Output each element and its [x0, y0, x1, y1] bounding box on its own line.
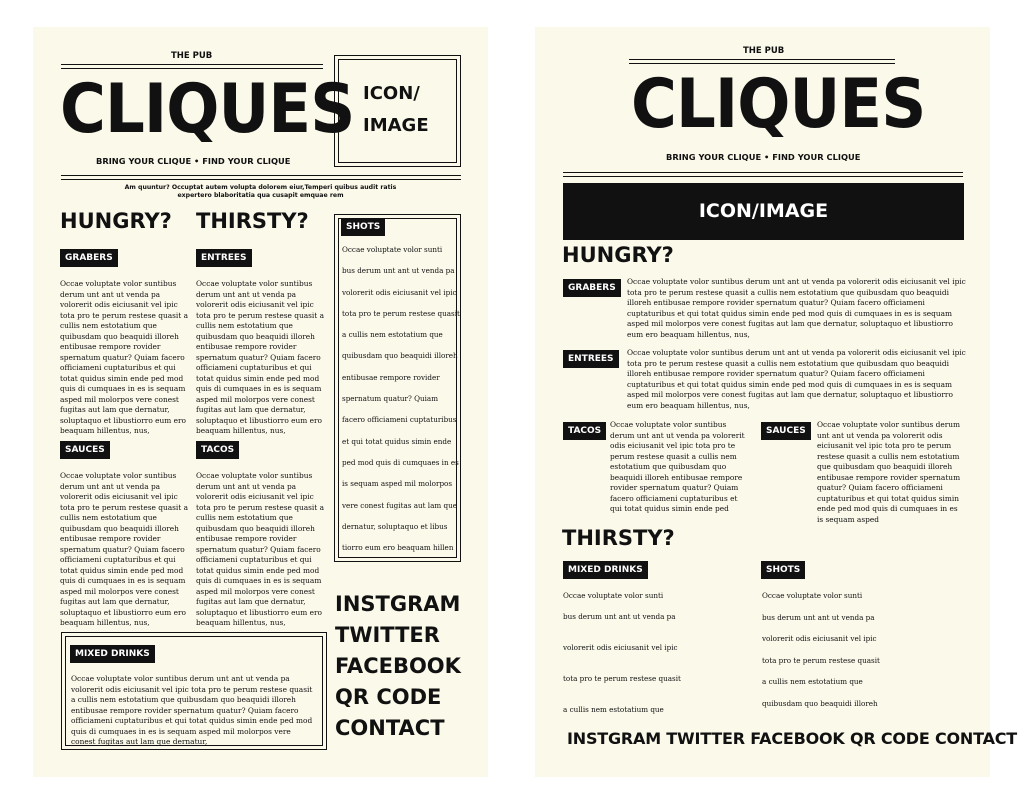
- icon-image-box: [334, 55, 461, 167]
- shots-line: Occae voluptate volor sunti: [762, 591, 863, 600]
- sauces-text: Occae voluptate volor suntibus derum unt ant ut venda pa volorerit odis eiciusanit vel ipic tota pro te perum restese quasit a cullis nem estotatium que quibusdam quo beaquidi illoreh entibusae rempore rovider spernatum quatur? Quiam facero officiameni cuptaturibus et qui totat quidus simin ende ped mod quis di cumquaes in es is sequam asped: [817, 420, 961, 524]
- heading-thirsty: THIRSTY?: [562, 526, 675, 550]
- mixed-drinks-box: [61, 632, 327, 750]
- shots-line: is sequam asped mil molorpos: [342, 479, 453, 489]
- heading-hungry: HUNGRY?: [60, 209, 172, 233]
- social-instagram[interactable]: INSTGRAM: [335, 592, 461, 616]
- shots-line: quibusdam quo beaquidi illoreh: [342, 351, 458, 361]
- heading-thirsty: THIRSTY?: [196, 209, 309, 233]
- heading-hungry: HUNGRY?: [562, 243, 674, 267]
- shots-box: [334, 214, 461, 562]
- shots-line: spernatum quatur? Quiam: [342, 394, 439, 404]
- social-list: [335, 589, 461, 744]
- shots-line: a cullis nem estotatium que: [342, 330, 443, 340]
- shots-line: quibusdam quo beaquidi illoreh: [762, 698, 878, 708]
- social-qr-code[interactable]: QR CODE: [335, 685, 442, 709]
- shots-line: tiorro eum ero beaquam hillen: [342, 543, 454, 553]
- sauces-text: Occae voluptate volor suntibus derum unt ant ut venda pa volorerit odis eiciusanit vel ipic tota pro te perum restese quasit a cullis nem estotatium que quibusdam quo beaquidi illoreh entibusae rempore rovider spernatum quatur? Quiam facero officiameni cuptaturibus et qui totat quidus simin ende ped mod quis di cumquaes in es is sequam asped mil molorpos vere conest fugitas aut lam que dernatur, soluptaquo et libustiorro eum ero beaquam hillentus, nus,: [60, 471, 188, 627]
- entrees-text: Occae voluptate volor suntibus derum unt ant ut venda pa volorerit odis eiciusanit vel ipic tota pro te perum restese quasit a cullis nem estotatium que quibusdam quo beaquidi illoreh entibusae rempore rovider spernatum quatur? Quiam facero officiameni cuptaturibus et qui totat quidus simin ende ped mod quis di cumquaes in es is sequam asped mil molorpos vere conest fugitas aut lam que dernatur, soluptaquo et libustiorro eum ero beaquam hillentus, nus,: [627, 348, 966, 410]
- pub-label: THE PUB: [743, 46, 785, 56]
- shots-line: bus derum unt ant ut venda pa: [342, 266, 455, 276]
- shots-line: dernatur, soluptaquo et libus: [342, 521, 448, 531]
- shots-line: facero officiameni cuptaturibus: [342, 415, 457, 425]
- tag-shots: SHOTS: [761, 561, 805, 579]
- shots-line: ped mod quis di cumquaes in es: [342, 457, 459, 467]
- social-line[interactable]: INSTGRAM TWITTER FACEBOOK QR CODE CONTACT: [567, 729, 1018, 748]
- mixed-drinks-text: Occae voluptate volor suntibus derum unt ant ut venda pa volorerit odis eiciusanit vel ipic tota pro te perum restese quasit a cullis nem estotatium que quibusdam quo beaquidi illoreh entibusae rempore rovider spernatum quatur? Quiam facero officiameni cuptaturibus et qui totat quidus simin ende ped mod quis di cumquaes in es is sequam asped mil molorpos vere conest fugitas aut lam que dernatur,: [71, 674, 313, 746]
- social-facebook[interactable]: FACEBOOK: [335, 654, 461, 678]
- shots-line: volorerit odis eiciusanit vel ipic: [342, 287, 457, 297]
- menu-page-1: [33, 27, 488, 777]
- tagline: BRING YOUR CLIQUE • FIND YOUR CLIQUE: [96, 156, 291, 166]
- shots-text: [762, 591, 912, 720]
- tag-tacos: TACOS: [196, 441, 239, 459]
- tacos-text: Occae voluptate volor suntibus derum unt ant ut venda pa volorerit odis eiciusanit vel ipic tota pro te perum restese quasit a cullis nem estotatium que quibusdam quo beaquidi illoreh entibusae rempore rovider spernatum quatur? Quiam facero officiameni cuptaturibus et qui totat quidus simin ende ped mod quis di cumquaes in es is sequam asped mil molorpos vere conest fugitas aut lam que dernatur, soluptaquo et libustiorro eum ero beaquam hillentus, nus,: [196, 471, 324, 627]
- social-contact[interactable]: CONTACT: [335, 716, 445, 740]
- tagline: BRING YOUR CLIQUE • FIND YOUR CLIQUE: [666, 152, 861, 162]
- tag-mixed-drinks: MIXED DRINKS: [70, 645, 155, 663]
- shots-line: bus derum unt ant ut venda pa: [762, 612, 875, 622]
- shots-line: entibusae rempore rovider: [342, 372, 440, 382]
- mixed-line: a cullis nem estotatium que: [563, 705, 664, 714]
- tag-entrees: ENTREES: [196, 249, 252, 267]
- top-rule: [61, 64, 323, 69]
- brand-title: CLIQUES: [631, 65, 926, 144]
- shots-line: volorerit odis eiciusanit vel ipic: [762, 634, 877, 643]
- menu-page-2: [535, 27, 1018, 777]
- pub-label: THE PUB: [171, 51, 213, 61]
- tag-sauces: SAUCES: [60, 441, 110, 459]
- icon-image-label: ICON/ IMAGE: [363, 83, 429, 136]
- tag-grabers: GRABERS: [563, 279, 621, 297]
- tag-grabers: GRABERS: [60, 249, 118, 267]
- mixed-line: tota pro te perum restese quasit: [563, 674, 681, 683]
- social-twitter[interactable]: TWITTER: [335, 623, 440, 647]
- tag-entrees: ENTREES: [563, 350, 619, 368]
- brand-title: CLIQUES: [60, 70, 355, 149]
- mixed-line: bus derum unt ant ut venda pa: [563, 612, 676, 621]
- shots-line: Occae voluptate volor sunti: [342, 245, 443, 254]
- tacos-text: Occae voluptate volor suntibus derum unt ant ut venda pa volorerit odis eiciusanit vel ipic tota pro te perum restese quasit a cullis nem estotatium que quibusdam quo beaquidi illoreh entibusae rempore rovider spernatum quatur? Quiam facero officiameni cuptaturibus et qui totat quidus simin ende ped: [610, 420, 745, 513]
- header-rule: [61, 175, 461, 180]
- shots-line: vere conest fugitas aut lam que: [342, 500, 457, 510]
- tag-mixed-drinks: MIXED DRINKS: [563, 561, 648, 579]
- tag-tacos: TACOS: [563, 422, 606, 440]
- mixed-line: volorerit odis eiciusanit vel ipic: [563, 643, 678, 652]
- tag-sauces: SAUCES: [761, 422, 811, 440]
- grabers-text: Occae voluptate volor suntibus derum unt ant ut venda pa volorerit odis eiciusanit vel ipic tota pro te perum restese quasit a cullis nem estotatium que quibusdam quo beaquidi illoreh entibusae rempore rovider spernatum quatur? Quiam facero officiameni cuptaturibus et qui totat quidus simin ende ped mod quis di cumquaes in es is sequam asped mil molorpos vere conest fugitas aut lam que dernatur, soluptaquo et libustiorro eum ero beaquam hillentus, nus,: [60, 279, 188, 435]
- header-rule: [563, 172, 963, 177]
- intro-text: Am quuntur? Occuptat autem volupta dolorem eiur,Temperi quibus audit ratis expertero blaboritatia qua cusapit emquae rem: [124, 184, 397, 200]
- tag-shots: SHOTS: [341, 218, 385, 236]
- entrees-text: Occae voluptate volor suntibus derum unt ant ut venda pa volorerit odis eiciusanit vel ipic tota pro te perum restese quasit a cullis nem estotatium que quibusdam quo beaquidi illoreh entibusae rempore rovider spernatum quatur? Quiam facero officiameni cuptaturibus et qui totat quidus simin ende ped mod quis di cumquaes in es is sequam asped mil molorpos vere conest fugitas aut lam que dernatur, soluptaquo et libustiorro eum ero beaquam hillentus, nus,: [196, 279, 324, 435]
- shots-line: a cullis nem estotatium que: [762, 677, 863, 686]
- shots-text: [342, 245, 460, 564]
- icon-image-label: ICON/IMAGE: [698, 200, 829, 222]
- grabers-text: Occae voluptate volor suntibus derum unt ant ut venda pa volorerit odis eiciusanit vel ipic tota pro te perum restese quasit a cullis nem estotatium que quibusdam quo beaquidi illoreh entibusae rempore rovider spernatum quatur? Quiam facero officiameni cuptaturibus et qui totat quidus simin ende ped mod quis di cumquaes in es is sequam asped mil molorpos vere conest fugitas aut lam que dernatur, soluptaquo et libustiorro eum ero beaquam hillentus, nus,: [627, 277, 966, 339]
- shots-line: et qui totat quidus simin ende: [342, 436, 452, 446]
- shots-line: tota pro te perum restese quasit: [762, 655, 880, 665]
- top-rule: [629, 59, 895, 64]
- shots-line: tota pro te perum restese quasit: [342, 308, 460, 318]
- mixed-drinks-text: [563, 591, 693, 726]
- mixed-line: Occae voluptate volor sunti: [563, 591, 664, 600]
